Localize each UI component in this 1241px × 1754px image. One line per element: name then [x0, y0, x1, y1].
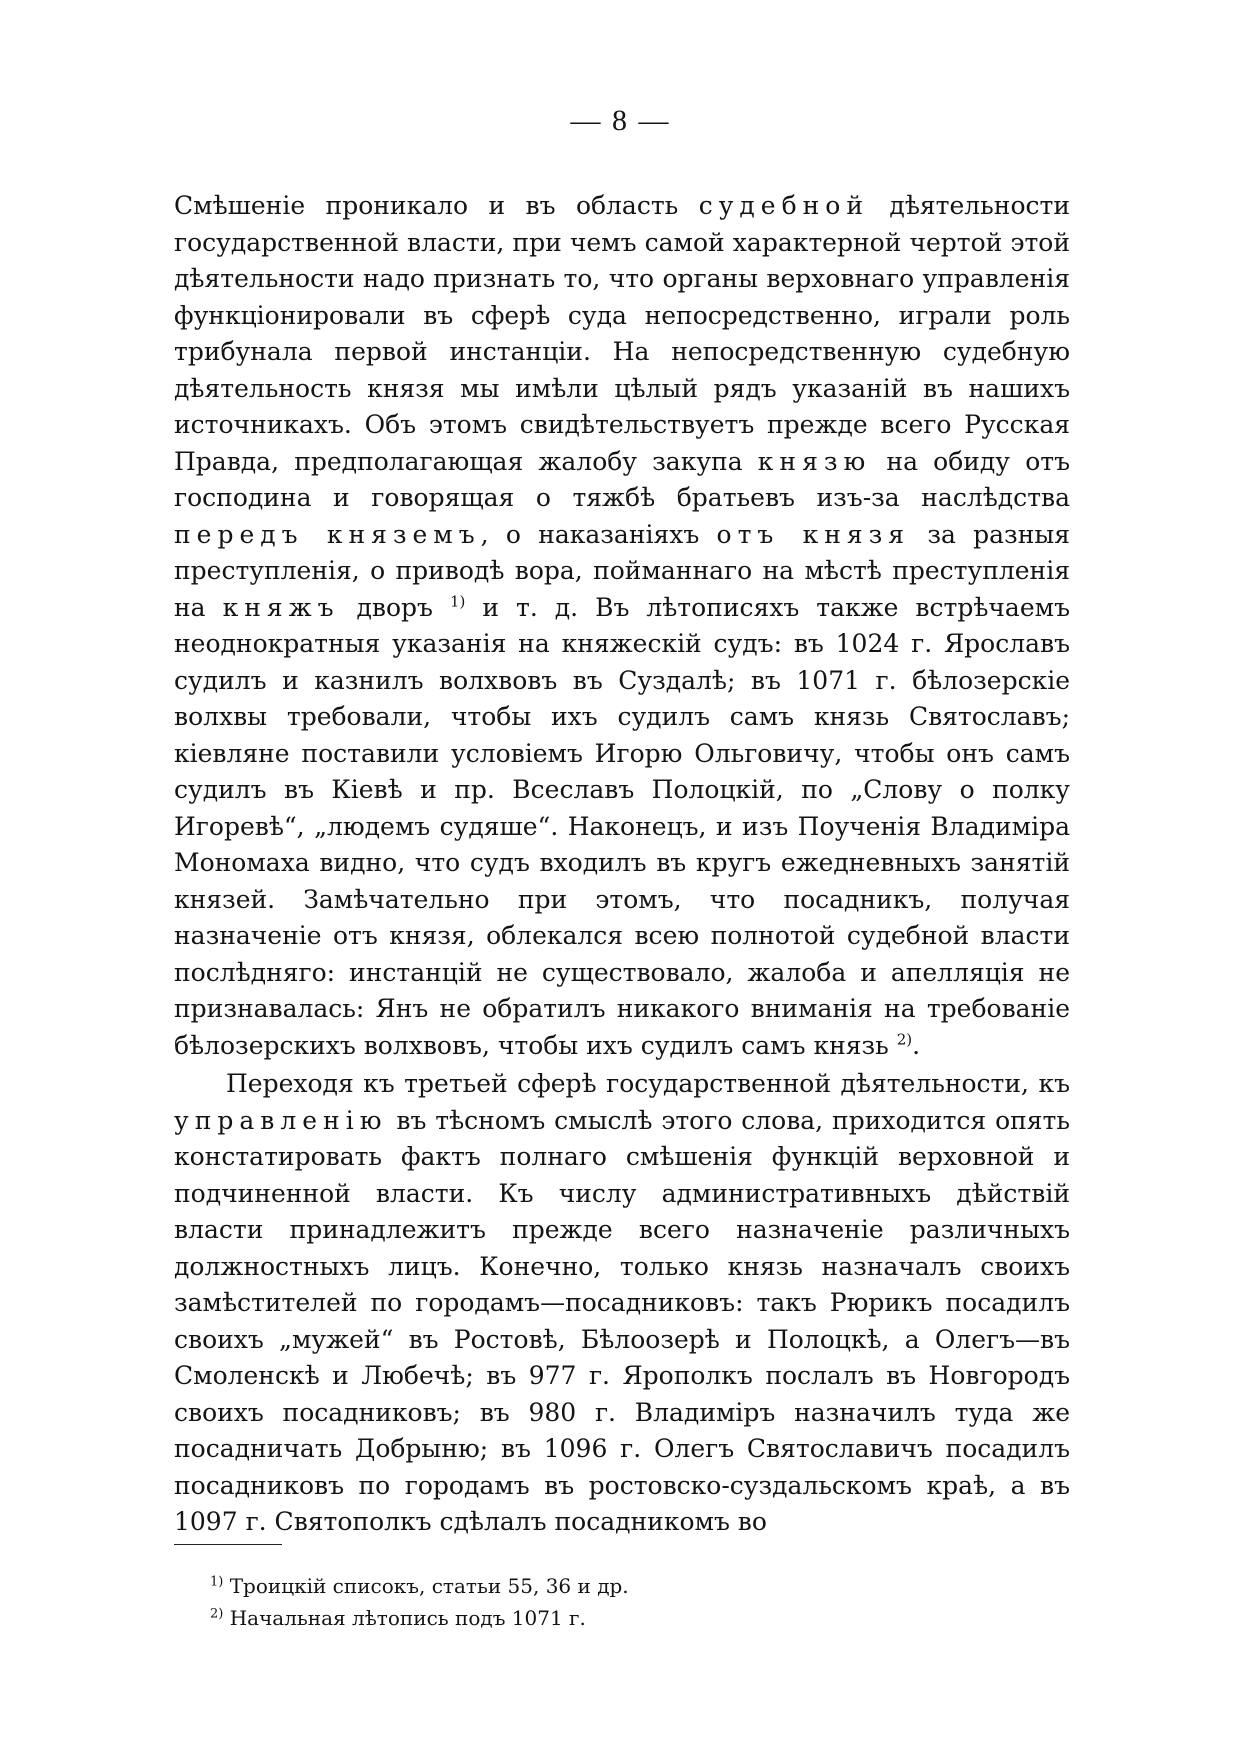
footnote-divider: [174, 1544, 282, 1545]
footnote-ref-1: 1): [449, 592, 466, 611]
spaced-emphasis: судебной: [698, 191, 870, 220]
footnote-1: [210, 1570, 1010, 1602]
text-run: Смѣшеніе проникало и въ область: [174, 191, 699, 220]
text-run: , о наказаніяхъ: [480, 519, 717, 549]
text-run: въ тѣсномъ смыслѣ этого слова, приходится опять констатировать фактъ полнаго смѣшенія функцій верховной и подчиненной власти. Къ числу административныхъ дѣйствій власти принадлежитъ прежде всего назначеніе различныхъ должностныхъ лицъ. Конечно, только князь назначалъ своихъ замѣстителей по городамъ—посадниковъ: такъ Рюрикъ посадилъ своихъ „мужей“ въ Ростовѣ, Бѣлоозерѣ и Полоцкѣ, а Олегъ—въ Смоленскѣ и Любечѣ; въ 977 г. Ярополкъ послалъ въ Новгородъ своихъ посадниковъ; въ 980 г. Владиміръ назначилъ туда же посадничать Добрыню; въ 1096 г. Олегъ Святославичъ посадилъ посадниковъ по городамъ въ ростовско-суздальскомъ краѣ, а въ 1097 г. Святополкъ сдѣлалъ посадникомъ во: [174, 1105, 1070, 1536]
text-run: дворъ: [339, 592, 450, 622]
spaced-emphasis: княжъ: [222, 592, 340, 622]
spaced-emphasis: управленію: [174, 1105, 388, 1135]
footnote-text: Троицкій списокъ, статьи 55, 36 и др.: [223, 1574, 629, 1598]
text-run: за разныя преступленія, о приводѣ вора, пойманнаго на мѣстѣ преступленія на: [174, 519, 1071, 622]
main-text: [174, 188, 1070, 1541]
text-run: .: [912, 1030, 921, 1060]
text-run: и т. д. Въ лѣтописяхъ также встрѣчаемъ неоднократныя указанія на княжескій судъ: въ 1024 г. Ярославъ судилъ и казнилъ волхвовъ въ Суздалѣ; въ 1071 г. бѣлозерскіе волхвы требовали, чтобы ихъ судилъ самъ князь Святославъ; кіевляне поставили условіемъ Игорю Ольговичу, чтобы онъ самъ судилъ въ Кіевѣ и пр. Всеславъ Полоцкій, по „Слову о полку Игоревѣ“, „людемъ судяше“. Наконецъ, и изъ Поученія Владиміра Мономаха видно, что судъ входилъ въ кругъ ежедневныхъ занятій князей. Замѣчательно при этомъ, что посадникъ, получая назначеніе отъ князя, облекался всею полнотой судебной власти послѣдняго: инстанцій не существовало, жалоба и апелляція не признавалась: Янъ не обратилъ никакого вниманія на требованіе бѣлозерскихъ волхвовъ, чтобы ихъ судилъ самъ князь: [174, 592, 1070, 1060]
footnote-mark: 1): [210, 1574, 224, 1590]
footnotes: [210, 1570, 1010, 1634]
text-run: дѣятельности государственной власти, при чемъ самой характерной чертой этой дѣятельности надо признать то, что органы верховнаго управленія функціонировали въ сферѣ суда непосредственно, играли роль трибунала первой инстанціи. На непосредственную судебную дѣятельность князя мы имѣли цѣлый рядъ указаній въ нашихъ источникахъ. Объ этомъ свидѣтельствуетъ прежде всего Русская Правда, предполагающая жалобу закупа: [174, 191, 1070, 476]
spaced-emphasis: князю: [757, 446, 872, 476]
paragraph-1: [174, 188, 1070, 1064]
text-run: на обиду отъ господина и говорящая о тяжбѣ братьевъ изъ-за наслѣдства: [174, 446, 1070, 512]
paragraph-2: [174, 1066, 1070, 1541]
text-run: Переходя къ третьей сферѣ государственной дѣятельности, къ: [226, 1069, 1070, 1098]
spaced-emphasis: передъ княземъ: [174, 519, 481, 549]
spaced-emphasis: отъ князя: [716, 519, 911, 549]
footnote-ref-2: 2): [896, 1030, 913, 1049]
footnote-text: Начальная лѣтопись подъ 1071 г.: [223, 1606, 586, 1630]
footnote-2: [210, 1602, 1010, 1634]
footnote-mark: 2): [210, 1606, 224, 1622]
page-number: — 8 —: [570, 104, 671, 137]
